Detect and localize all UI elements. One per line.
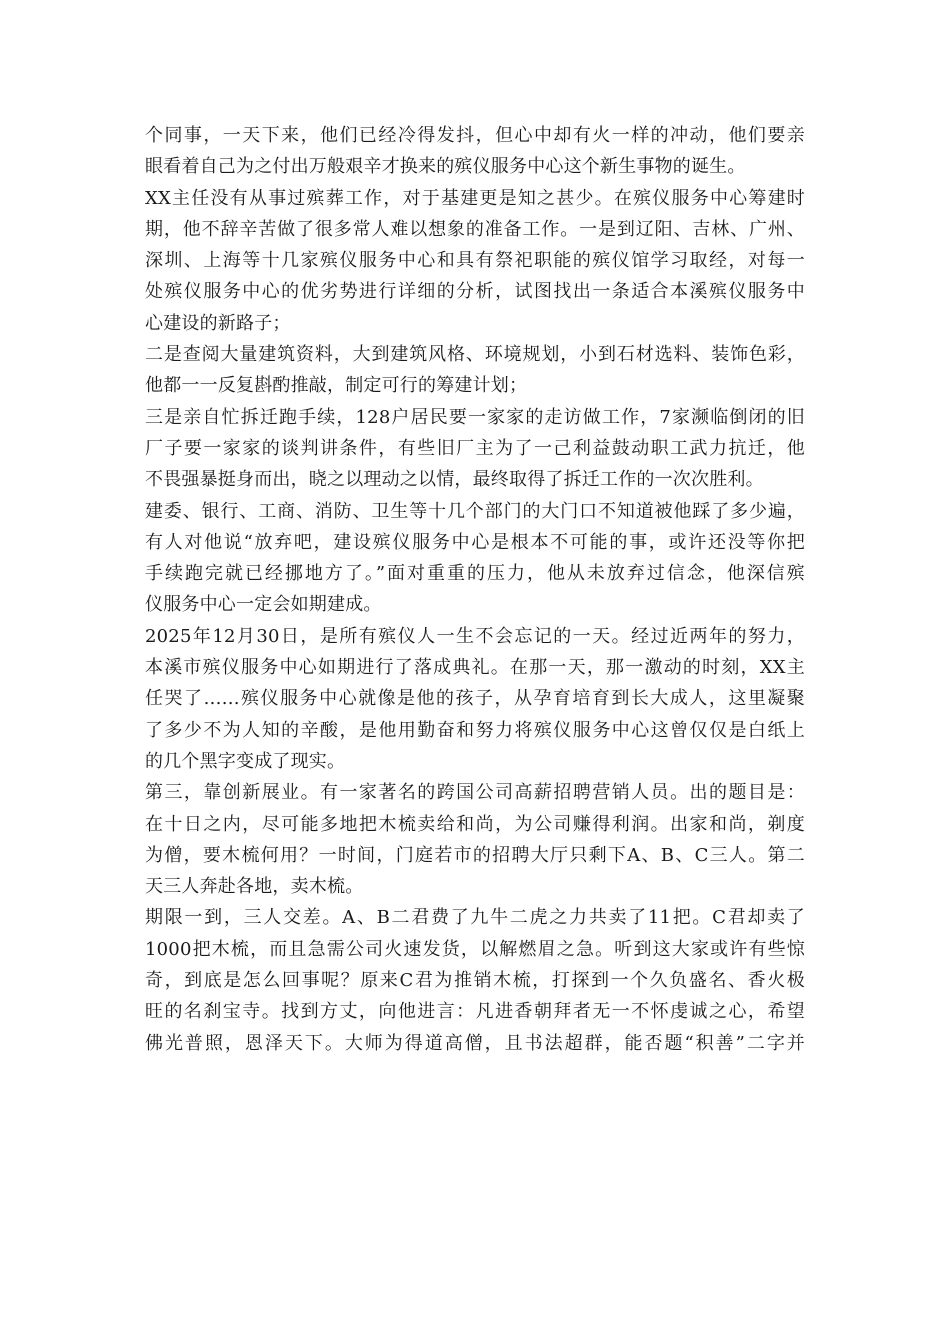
text-line: 为僧，要木梳何用？一时间，门庭若市的招聘大厅只剩下A、B、C三人。第二 bbox=[145, 844, 805, 866]
text-line: 在十日之内，尽可能多地把木梳卖给和尚，为公司赚得利润。出家和尚，剃度 bbox=[145, 813, 805, 835]
document-body bbox=[145, 120, 805, 1059]
text-line: 仪服务中心一定会如期建成。 bbox=[145, 594, 382, 616]
text-line: 建委、银行、工商、消防、卫生等十几个部门的大门口不知道被他踩了多少遍， bbox=[145, 500, 805, 522]
text-line: 任哭了……殡仪服务中心就像是他的孩子，从孕育培育到长大成人，这里凝聚 bbox=[145, 688, 805, 710]
text-line: 手续跑完就已经挪地方了。”面对重重的压力，他从未放弃过信念，他深信殡 bbox=[145, 563, 805, 585]
text-line: 本溪市殡仪服务中心如期进行了落成典礼。在那一天，那一激动的时刻，XX主 bbox=[145, 657, 805, 679]
text-line: XX主任没有从事过殡葬工作，对于基建更是知之甚少。在殡仪服务中心筹建时 bbox=[145, 187, 805, 209]
text-line: 不畏强暴挺身而出，晓之以理动之以情，最终取得了拆迁工作的一次次胜利。 bbox=[145, 469, 764, 491]
text-line: 2025年12月30日，是所有殡仪人一生不会忘记的一天。经过近两年的努力， bbox=[145, 625, 805, 647]
text-line: 处殡仪服务中心的优劣势进行详细的分析，试图找出一条适合本溪殡仪服务中 bbox=[145, 281, 805, 303]
text-line: 深圳、上海等十几家殡仪服务中心和具有祭祀职能的殡仪馆学习取经，对每一 bbox=[145, 250, 805, 272]
text-line: 眼看着自己为之付出万般艰辛才换来的殡仪服务中心这个新生事物的诞生。 bbox=[145, 156, 746, 178]
text-line: 心建设的新路子； bbox=[145, 312, 291, 334]
text-line: 二是查阅大量建筑资料，大到建筑风格、环境规划，小到石材选料、装饰色彩， bbox=[145, 344, 805, 366]
text-line: 他都一一反复斟酌推敲，制定可行的筹建计划； bbox=[145, 375, 528, 397]
text-line: 天三人奔赴各地，卖木梳。 bbox=[145, 876, 364, 898]
text-line: 旺的名刹宝寺。找到方丈，向他进言：凡进香朝拜者无一不怀虔诚之心，希望 bbox=[145, 1001, 805, 1023]
text-line: 的几个黑字变成了现实。 bbox=[145, 750, 346, 772]
text-line: 第三，靠创新展业。有一家著名的跨国公司高薪招聘营销人员。出的题目是： bbox=[145, 782, 805, 804]
text-line: 厂子要一家家的谈判讲条件，有些旧厂主为了一己利益鼓动职工武力抗迁，他 bbox=[145, 437, 805, 459]
text-line: 期限一到，三人交差。A、B二君费了九牛二虎之力共卖了11把。C君却卖了 bbox=[145, 907, 805, 929]
text-line: 佛光普照，恩泽天下。大师为得道高僧，且书法超群，能否题“积善”二字并 bbox=[145, 1032, 805, 1054]
text-line: 了多少不为人知的辛酸，是他用勤奋和努力将殡仪服务中心这曾仅仅是白纸上 bbox=[145, 719, 805, 741]
text-line: 三是亲自忙拆迁跑手续，128户居民要一家家的走访做工作，7家濒临倒闭的旧 bbox=[145, 406, 805, 428]
text-line: 1000把木梳，而且急需公司火速发货，以解燃眉之急。听到这大家或许有些惊 bbox=[145, 938, 805, 960]
text-line: 个同事，一天下来，他们已经冷得发抖，但心中却有火一样的冲动，他们要亲 bbox=[145, 125, 805, 146]
text-line: 期，他不辞辛苦做了很多常人难以想象的准备工作。一是到辽阳、吉林、广州、 bbox=[145, 218, 805, 240]
text-line: 有人对他说“放弃吧，建设殡仪服务中心是根本不可能的事，或许还没等你把 bbox=[145, 531, 805, 553]
text-line: 奇，到底是怎么回事呢？原来C君为推销木梳，打探到一个久负盛名、香火极 bbox=[145, 970, 805, 992]
